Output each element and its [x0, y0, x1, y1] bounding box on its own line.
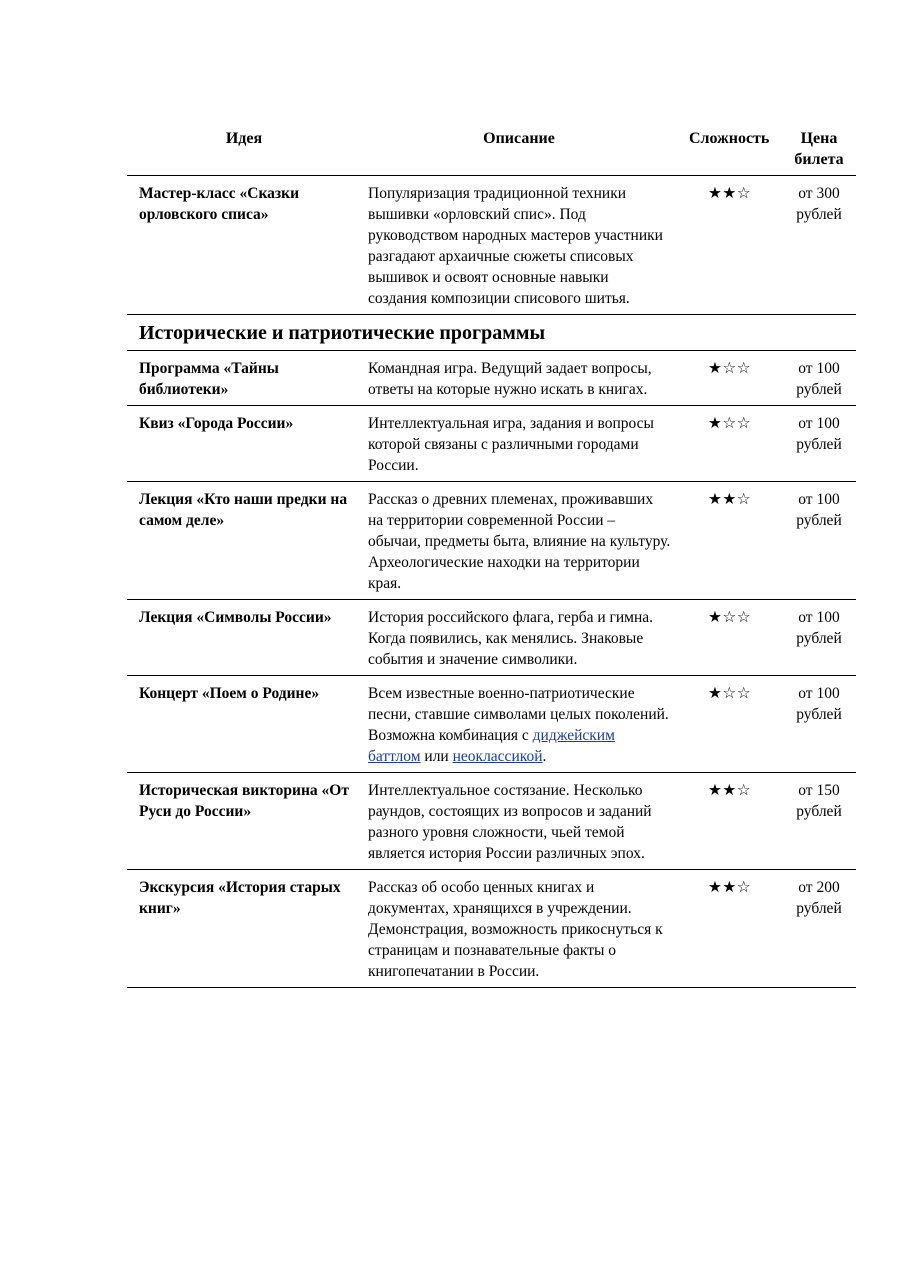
row-description: Командная игра. Ведущий задает вопросы, ответы на которые нужно искать в книгах. [361, 351, 677, 406]
column-header-price: Цена билета [782, 124, 856, 176]
dj-battle-link[interactable]: диджейским баттлом [368, 727, 615, 765]
table-row [127, 176, 856, 315]
row-difficulty-stars: ★☆☆ [677, 351, 782, 406]
row-idea: Лекция «Символы России» [127, 600, 361, 676]
table-row [127, 351, 856, 406]
table-row [127, 773, 856, 870]
row-difficulty-stars: ★★☆ [677, 176, 782, 315]
header-row [127, 124, 856, 176]
section-row [127, 315, 856, 351]
column-header-idea: Идея [127, 124, 361, 176]
description-text: Всем известные военно-патриотические песни, ставшие символами целых поколений. Возможна комбинация с [368, 685, 669, 744]
row-description: Популяризация традиционной техники вышивки «орловский спис». Под руководством народных мастеров участники разгадают архаичные сюжеты списовых вышивок и освоят основные навыки создания композиции списового шитья. [361, 176, 677, 315]
column-header-difficulty: Сложность [677, 124, 782, 176]
row-price: от 100 рублей [782, 482, 856, 600]
table-header [127, 124, 856, 176]
table-row [127, 406, 856, 482]
row-price: от 100 рублей [782, 676, 856, 773]
row-difficulty-stars: ★☆☆ [677, 600, 782, 676]
row-idea: Квиз «Города России» [127, 406, 361, 482]
row-difficulty-stars: ★★☆ [677, 482, 782, 600]
neoclassic-link[interactable]: неоклассикой [452, 748, 543, 765]
column-header-description: Описание [361, 124, 677, 176]
row-price: от 150 рублей [782, 773, 856, 870]
row-description [361, 676, 677, 773]
table-row [127, 870, 856, 988]
row-price: от 200 рублей [782, 870, 856, 988]
row-price: от 100 рублей [782, 600, 856, 676]
row-idea: Экскурсия «История старых книг» [127, 870, 361, 988]
table-body [127, 176, 856, 988]
description-text: . [542, 748, 547, 765]
row-price: от 100 рублей [782, 351, 856, 406]
row-price: от 300 рублей [782, 176, 856, 315]
row-idea: Концерт «Поем о Родине» [127, 676, 361, 773]
row-description: Рассказ о древних племенах, проживавших на территории современной России – обычаи, предметы быта, влияние на культуру. Археологические находки на территории края. [361, 482, 677, 600]
row-description: Интеллектуальная игра, задания и вопросы которой связаны с различными городами России. [361, 406, 677, 482]
row-description: Интеллектуальное состязание. Несколько раундов, состоящих из вопросов и заданий разного уровня сложности, чьей темой является история России различных эпох. [361, 773, 677, 870]
row-description: История российского флага, герба и гимна. Когда появились, как менялись. Знаковые события и значение символики. [361, 600, 677, 676]
row-difficulty-stars: ★★☆ [677, 773, 782, 870]
section-title: Исторические и патриотические программы [127, 315, 856, 351]
row-price: от 100 рублей [782, 406, 856, 482]
row-idea: Мастер-класс «Сказки орловского списа» [127, 176, 361, 315]
table-row [127, 676, 856, 773]
row-idea: Лекция «Кто наши предки на самом деле» [127, 482, 361, 600]
row-idea: Историческая викторина «От Руси до России» [127, 773, 361, 870]
table-row [127, 482, 856, 600]
description-text: или [420, 748, 453, 765]
programs-table [127, 124, 856, 988]
row-difficulty-stars: ★☆☆ [677, 406, 782, 482]
row-difficulty-stars: ★★☆ [677, 870, 782, 988]
table-row [127, 600, 856, 676]
row-description: Рассказ об особо ценных книгах и документах, хранящихся в учреждении. Демонстрация, возможность прикоснуться к страницам и познавательные факты о книгопечатании в России. [361, 870, 677, 988]
row-difficulty-stars: ★☆☆ [677, 676, 782, 773]
row-idea: Программа «Тайны библиотеки» [127, 351, 361, 406]
